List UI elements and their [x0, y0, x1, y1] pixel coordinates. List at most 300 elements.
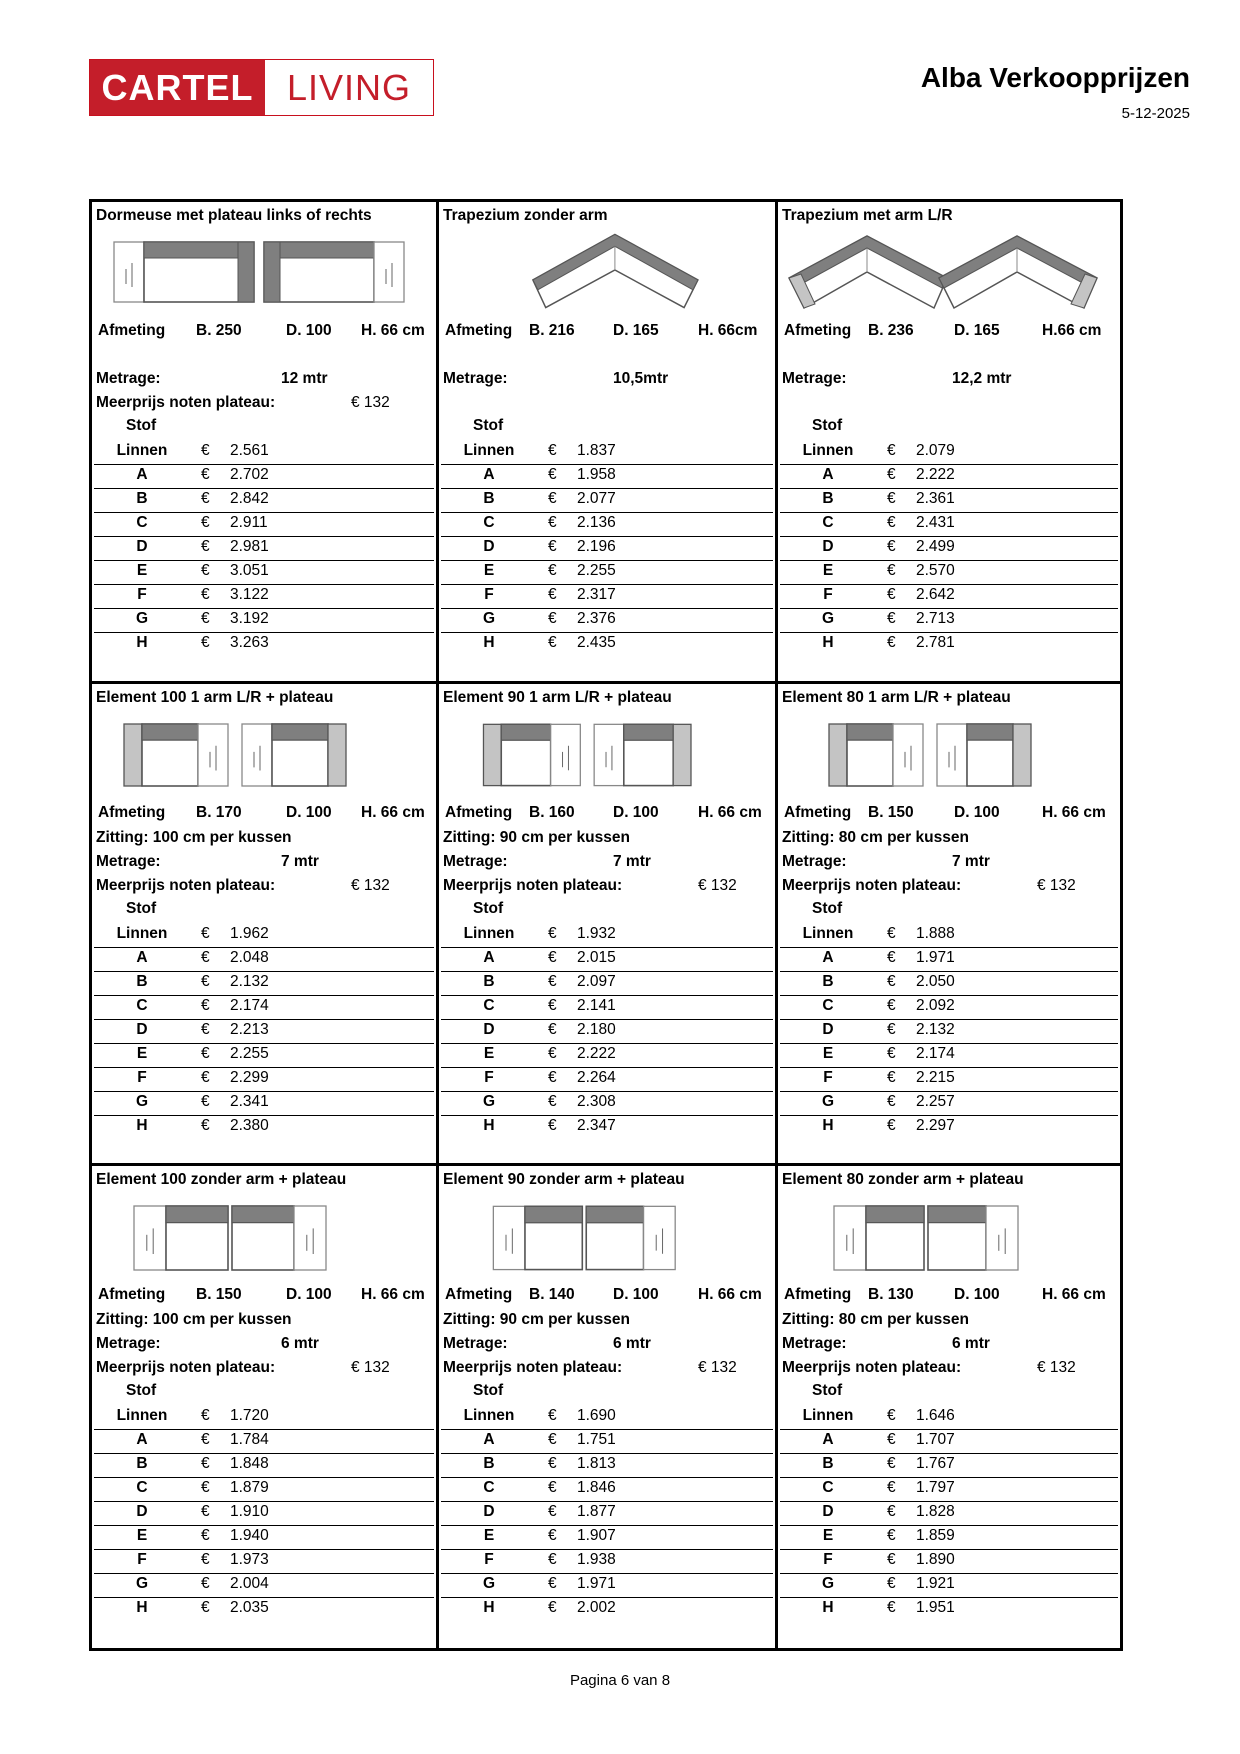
meerprijs-label: Meerprijs noten plateau: — [96, 877, 276, 894]
fabric-group: H — [483, 1117, 495, 1134]
price-row — [94, 536, 434, 561]
price-row — [441, 464, 773, 489]
fabric-group: Linnen — [116, 442, 168, 459]
euro-sign: € — [887, 1069, 896, 1086]
fabric-group: F — [823, 1551, 833, 1568]
euro-sign: € — [548, 1069, 557, 1086]
euro-sign: € — [887, 1021, 896, 1038]
price-row — [780, 1429, 1118, 1454]
fabric-group: B — [822, 1455, 834, 1472]
euro-sign: € — [887, 1599, 896, 1616]
stof-heading: Stof — [812, 1382, 843, 1399]
fabric-group: F — [823, 586, 833, 603]
price-value: 2.341 — [230, 1093, 269, 1110]
euro-sign: € — [201, 1599, 210, 1616]
metrage-row — [443, 370, 771, 390]
dimension-value: D. 100 — [286, 322, 332, 339]
metrage-value: 7 mtr — [952, 853, 990, 870]
sofa-illustration — [778, 712, 1120, 792]
price-value: 1.828 — [916, 1503, 955, 1520]
euro-sign: € — [201, 610, 210, 627]
metrage-row — [96, 1335, 432, 1355]
price-value: 1.720 — [230, 1407, 269, 1424]
euro-sign: € — [887, 925, 896, 942]
fabric-group: A — [136, 1431, 148, 1448]
price-row — [780, 488, 1118, 513]
fabric-group: H — [136, 1599, 148, 1616]
meerprijs-row — [443, 1359, 771, 1379]
price-row — [780, 512, 1118, 537]
euro-sign: € — [201, 514, 210, 531]
fabric-group: G — [821, 610, 835, 627]
euro-sign: € — [201, 1021, 210, 1038]
meerprijs-row — [782, 877, 1116, 897]
price-row — [94, 1067, 434, 1092]
euro-sign: € — [548, 586, 557, 603]
price-row — [94, 1091, 434, 1116]
dimensions-row — [782, 804, 1118, 824]
price-row — [441, 971, 773, 996]
euro-sign: € — [201, 997, 210, 1014]
sofa-illustration — [92, 230, 436, 310]
fabric-group: G — [482, 610, 496, 627]
price-row — [780, 1573, 1118, 1598]
euro-sign: € — [887, 538, 896, 555]
euro-sign: € — [201, 1093, 210, 1110]
price-row — [441, 584, 773, 609]
price-row — [441, 1525, 773, 1550]
price-value: 2.435 — [577, 634, 616, 651]
fabric-group: F — [823, 1069, 833, 1086]
dimension-value: Afmeting — [445, 1286, 513, 1303]
price-value: 2.347 — [577, 1117, 616, 1134]
dimension-value: H. 66 cm — [1042, 1286, 1106, 1303]
euro-sign: € — [201, 538, 210, 555]
price-row — [780, 1549, 1118, 1574]
dimension-value: B. 130 — [868, 1286, 914, 1303]
price-row — [441, 536, 773, 561]
dimension-value: H. 66 cm — [361, 322, 425, 339]
fabric-group: F — [137, 1551, 147, 1568]
euro-sign: € — [548, 997, 557, 1014]
fabric-group: C — [136, 997, 148, 1014]
price-row — [780, 1115, 1118, 1139]
euro-sign: € — [201, 925, 210, 942]
dimension-value: Afmeting — [784, 1286, 852, 1303]
document-date: 5-12-2025 — [1121, 105, 1190, 122]
price-value: 2.048 — [230, 949, 269, 966]
meerprijs-label: Meerprijs noten plateau: — [782, 877, 962, 894]
metrage-value: 7 mtr — [281, 853, 319, 870]
fabric-group: C — [822, 514, 834, 531]
price-value: 2.361 — [916, 490, 955, 507]
price-row — [441, 1477, 773, 1502]
sofa-illustration — [439, 1194, 775, 1274]
price-row — [441, 1597, 773, 1621]
price-value: 2.092 — [916, 997, 955, 1014]
price-row — [441, 632, 773, 656]
dimension-value: B. 140 — [529, 1286, 575, 1303]
metrage-label: Metrage: — [443, 853, 508, 870]
price-row — [441, 1549, 773, 1574]
price-row — [94, 923, 434, 948]
price-value: 2.136 — [577, 514, 616, 531]
price-value: 2.255 — [577, 562, 616, 579]
euro-sign: € — [201, 1407, 210, 1424]
price-row — [780, 1477, 1118, 1502]
fabric-group: H — [483, 1599, 495, 1616]
fabric-group: B — [483, 1455, 495, 1472]
fabric-group: Linnen — [463, 925, 515, 942]
price-value: 2.141 — [577, 997, 616, 1014]
price-row — [94, 464, 434, 489]
price-row — [94, 1573, 434, 1598]
price-value: 1.877 — [577, 1503, 616, 1520]
fabric-group: H — [822, 1117, 834, 1134]
product-cell — [778, 202, 1120, 684]
price-row — [94, 512, 434, 537]
price-value: 3.192 — [230, 610, 269, 627]
euro-sign: € — [548, 1407, 557, 1424]
dimension-value: H. 66 cm — [698, 1286, 762, 1303]
dimension-value: B. 170 — [196, 804, 242, 821]
dimensions-row — [443, 1286, 773, 1306]
fabric-group: B — [822, 973, 834, 990]
dimension-value: Afmeting — [98, 804, 166, 821]
dimension-value: H. 66cm — [698, 322, 758, 339]
euro-sign: € — [548, 949, 557, 966]
metrage-row — [96, 853, 432, 873]
metrage-label: Metrage: — [443, 370, 508, 387]
price-row — [94, 1429, 434, 1454]
meerprijs-value: € 132 — [1037, 877, 1076, 894]
price-value: 2.561 — [230, 442, 269, 459]
dimensions-row — [443, 804, 773, 824]
price-row — [780, 1501, 1118, 1526]
price-row — [94, 1501, 434, 1526]
dimensions-row — [96, 322, 434, 342]
product-cell — [92, 684, 439, 1166]
stof-heading: Stof — [812, 900, 843, 917]
euro-sign: € — [201, 1431, 210, 1448]
euro-sign: € — [201, 562, 210, 579]
price-row — [441, 1067, 773, 1092]
metrage-label: Metrage: — [96, 853, 161, 870]
price-row — [780, 440, 1118, 465]
product-title: Trapezium met arm L/R — [782, 207, 953, 224]
fabric-group: B — [483, 973, 495, 990]
zitting-text: Zitting: 100 cm per kussen — [96, 829, 292, 846]
fabric-group: H — [136, 634, 148, 651]
price-value: 1.813 — [577, 1455, 616, 1472]
sofa-illustration — [439, 230, 775, 310]
euro-sign: € — [548, 1021, 557, 1038]
price-value: 1.958 — [577, 466, 616, 483]
price-row — [780, 947, 1118, 972]
price-value: 2.297 — [916, 1117, 955, 1134]
fabric-group: H — [822, 1599, 834, 1616]
price-value: 1.646 — [916, 1407, 955, 1424]
price-row — [780, 560, 1118, 585]
price-value: 2.781 — [916, 634, 955, 651]
price-value: 1.784 — [230, 1431, 269, 1448]
price-value: 2.097 — [577, 973, 616, 990]
price-value: 1.846 — [577, 1479, 616, 1496]
price-value: 2.380 — [230, 1117, 269, 1134]
price-value: 1.890 — [916, 1551, 955, 1568]
price-value: 2.213 — [230, 1021, 269, 1038]
price-row — [441, 1115, 773, 1139]
dimension-value: B. 250 — [196, 322, 242, 339]
fabric-group: F — [484, 1069, 494, 1086]
brand-logo-part1: CARTEL — [90, 60, 265, 115]
fabric-group: G — [821, 1575, 835, 1592]
price-row — [780, 464, 1118, 489]
price-row — [780, 584, 1118, 609]
fabric-group: D — [483, 538, 495, 555]
price-row — [94, 440, 434, 465]
euro-sign: € — [548, 925, 557, 942]
price-value: 2.132 — [230, 973, 269, 990]
product-title: Element 80 zonder arm + plateau — [782, 1171, 1024, 1188]
euro-sign: € — [548, 610, 557, 627]
price-value: 2.004 — [230, 1575, 269, 1592]
metrage-row — [443, 853, 771, 873]
price-value: 2.713 — [916, 610, 955, 627]
price-value: 2.499 — [916, 538, 955, 555]
euro-sign: € — [887, 1093, 896, 1110]
dimensions-row — [443, 322, 773, 342]
euro-sign: € — [887, 949, 896, 966]
price-value: 2.570 — [916, 562, 955, 579]
fabric-group: H — [822, 634, 834, 651]
product-cell — [92, 1166, 439, 1648]
sofa-illustration — [439, 712, 775, 792]
sofa-illustration — [92, 712, 436, 792]
euro-sign: € — [887, 586, 896, 603]
stof-heading: Stof — [473, 900, 504, 917]
product-title: Element 90 1 arm L/R + plateau — [443, 689, 672, 706]
fabric-group: B — [822, 490, 834, 507]
fabric-group: B — [136, 490, 148, 507]
metrage-value: 10,5mtr — [613, 370, 669, 387]
fabric-group: D — [483, 1021, 495, 1038]
metrage-label: Metrage: — [782, 370, 847, 387]
price-value: 1.940 — [230, 1527, 269, 1544]
dimensions-row — [96, 804, 434, 824]
price-row — [441, 923, 773, 948]
price-row — [780, 971, 1118, 996]
sofa-illustration — [778, 1194, 1120, 1274]
price-row — [94, 488, 434, 513]
price-row — [94, 608, 434, 633]
fabric-group: H — [136, 1117, 148, 1134]
fabric-group: A — [483, 1431, 495, 1448]
price-row — [780, 536, 1118, 561]
product-title: Element 90 zonder arm + plateau — [443, 1171, 685, 1188]
euro-sign: € — [548, 1527, 557, 1544]
price-row — [94, 1453, 434, 1478]
euro-sign: € — [887, 514, 896, 531]
fabric-group: E — [822, 562, 834, 579]
dimension-value: Afmeting — [98, 1286, 166, 1303]
fabric-group: C — [822, 997, 834, 1014]
dimension-value: B. 216 — [529, 322, 575, 339]
meerprijs-value: € 132 — [351, 877, 390, 894]
price-value: 3.051 — [230, 562, 269, 579]
fabric-group: G — [821, 1093, 835, 1110]
fabric-group: C — [483, 1479, 495, 1496]
meerprijs-value: € 132 — [351, 1359, 390, 1376]
product-cell — [778, 1166, 1120, 1648]
metrage-label: Metrage: — [443, 1335, 508, 1352]
euro-sign: € — [548, 1503, 557, 1520]
euro-sign: € — [201, 442, 210, 459]
price-value: 1.859 — [916, 1527, 955, 1544]
zitting-text: Zitting: 100 cm per kussen — [96, 1311, 292, 1328]
price-value: 2.174 — [230, 997, 269, 1014]
fabric-group: A — [822, 1431, 834, 1448]
fabric-group: E — [136, 1045, 148, 1062]
fabric-group: Linnen — [116, 1407, 168, 1424]
zitting-text: Zitting: 90 cm per kussen — [443, 1311, 630, 1328]
price-value: 2.842 — [230, 490, 269, 507]
product-title: Dormeuse met plateau links of rechts — [96, 207, 372, 224]
stof-heading: Stof — [126, 417, 157, 434]
price-row — [441, 947, 773, 972]
meerprijs-label: Meerprijs noten plateau: — [443, 877, 623, 894]
brand-logo — [89, 59, 434, 116]
price-row — [441, 560, 773, 585]
fabric-group: D — [136, 538, 148, 555]
fabric-group: E — [136, 562, 148, 579]
metrage-value: 7 mtr — [613, 853, 651, 870]
price-value: 2.050 — [916, 973, 955, 990]
metrage-label: Metrage: — [96, 1335, 161, 1352]
euro-sign: € — [548, 514, 557, 531]
price-value: 1.888 — [916, 925, 955, 942]
page-number: Pagina 6 van 8 — [569, 1672, 671, 1689]
price-row — [780, 995, 1118, 1020]
dimensions-row — [96, 1286, 434, 1306]
fabric-group: F — [484, 586, 494, 603]
fabric-group: E — [483, 1527, 495, 1544]
euro-sign: € — [548, 1599, 557, 1616]
dimension-value: B. 236 — [868, 322, 914, 339]
euro-sign: € — [548, 466, 557, 483]
dimension-value: Afmeting — [784, 322, 852, 339]
fabric-group: G — [135, 1093, 149, 1110]
price-value: 1.938 — [577, 1551, 616, 1568]
price-row — [94, 1597, 434, 1621]
dimension-value: D. 100 — [286, 1286, 332, 1303]
dimension-value: D. 100 — [954, 804, 1000, 821]
metrage-row — [782, 1335, 1116, 1355]
product-title: Element 100 zonder arm + plateau — [96, 1171, 347, 1188]
zitting-text: Zitting: 80 cm per kussen — [782, 1311, 969, 1328]
euro-sign: € — [887, 1117, 896, 1134]
euro-sign: € — [201, 949, 210, 966]
sofa-illustration — [92, 1194, 436, 1274]
euro-sign: € — [887, 610, 896, 627]
price-value: 1.837 — [577, 442, 616, 459]
euro-sign: € — [201, 586, 210, 603]
price-row — [94, 971, 434, 996]
meerprijs-value: € 132 — [1037, 1359, 1076, 1376]
fabric-group: Linnen — [802, 1407, 854, 1424]
price-row — [441, 1429, 773, 1454]
metrage-row — [782, 370, 1116, 390]
price-value: 1.690 — [577, 1407, 616, 1424]
fabric-group: D — [136, 1503, 148, 1520]
euro-sign: € — [548, 538, 557, 555]
dimension-value: B. 150 — [868, 804, 914, 821]
metrage-value: 6 mtr — [952, 1335, 990, 1352]
euro-sign: € — [548, 1093, 557, 1110]
price-value: 2.015 — [577, 949, 616, 966]
dimension-value: H. 66 cm — [361, 1286, 425, 1303]
fabric-group: B — [136, 1455, 148, 1472]
price-value: 1.767 — [916, 1455, 955, 1472]
euro-sign: € — [887, 1527, 896, 1544]
meerprijs-label: Meerprijs noten plateau: — [96, 1359, 276, 1376]
price-value: 2.264 — [577, 1069, 616, 1086]
price-row — [94, 560, 434, 585]
euro-sign: € — [887, 997, 896, 1014]
price-row — [780, 1043, 1118, 1068]
price-value: 2.180 — [577, 1021, 616, 1038]
price-row — [94, 632, 434, 656]
euro-sign: € — [887, 973, 896, 990]
dimension-value: B. 160 — [529, 804, 575, 821]
meerprijs-label: Meerprijs noten plateau: — [443, 1359, 623, 1376]
fabric-group: A — [483, 949, 495, 966]
fabric-group: Linnen — [463, 442, 515, 459]
metrage-label: Metrage: — [782, 853, 847, 870]
price-value: 2.077 — [577, 490, 616, 507]
euro-sign: € — [201, 1117, 210, 1134]
zitting-text: Zitting: 80 cm per kussen — [782, 829, 969, 846]
sofa-illustration — [778, 230, 1120, 310]
price-value: 1.910 — [230, 1503, 269, 1520]
price-value: 2.257 — [916, 1093, 955, 1110]
fabric-group: A — [136, 949, 148, 966]
price-grid — [89, 199, 1123, 1651]
euro-sign: € — [548, 1455, 557, 1472]
document-title: Alba Verkoopprijzen — [920, 62, 1190, 93]
metrage-row — [96, 370, 432, 390]
stof-heading: Stof — [473, 1382, 504, 1399]
fabric-group: D — [822, 538, 834, 555]
price-row — [94, 1549, 434, 1574]
product-cell — [439, 684, 778, 1166]
price-value: 2.132 — [916, 1021, 955, 1038]
price-value: 2.702 — [230, 466, 269, 483]
fabric-group: Linnen — [116, 925, 168, 942]
price-row — [441, 440, 773, 465]
stof-heading: Stof — [473, 417, 504, 434]
euro-sign: € — [548, 1045, 557, 1062]
metrage-value: 12 mtr — [281, 370, 328, 387]
price-value: 2.308 — [577, 1093, 616, 1110]
price-row — [441, 1091, 773, 1116]
meerprijs-row — [96, 394, 432, 414]
fabric-group: H — [483, 634, 495, 651]
price-row — [94, 1043, 434, 1068]
euro-sign: € — [201, 1527, 210, 1544]
price-row — [94, 584, 434, 609]
meerprijs-row — [96, 1359, 432, 1379]
